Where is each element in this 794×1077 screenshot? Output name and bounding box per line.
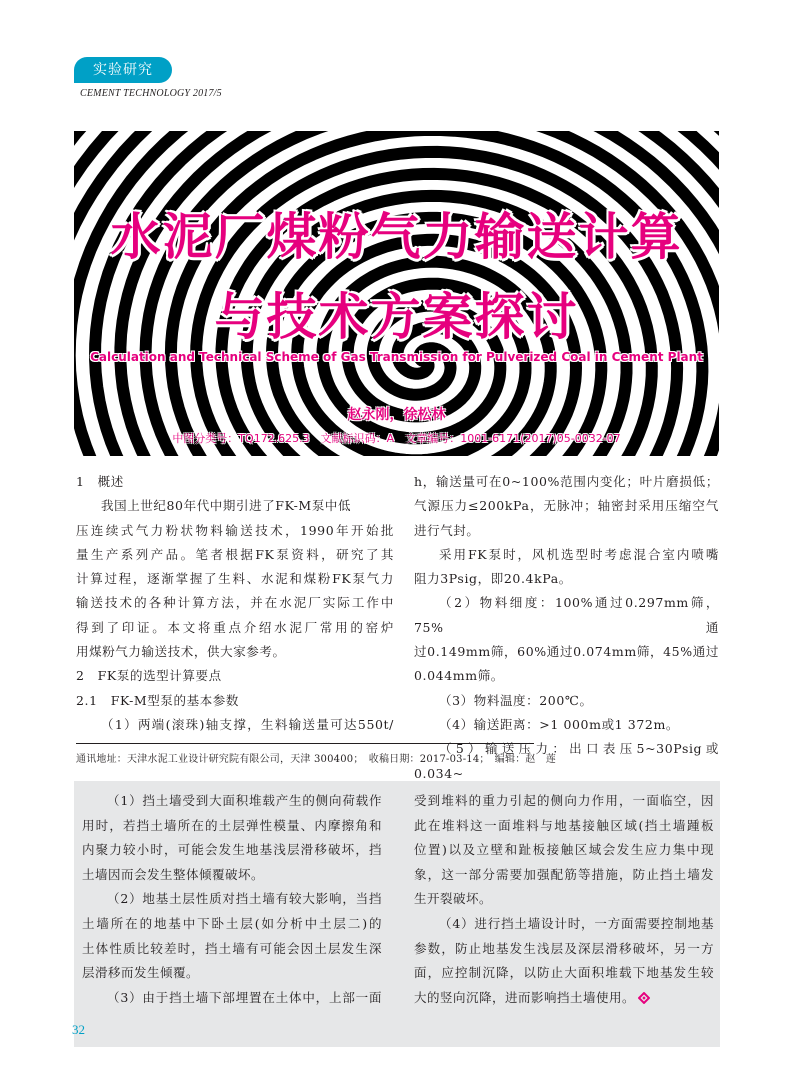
paragraph-line: （1）挡土墙受到大面积堆载产生的侧向荷载作 xyxy=(107,793,382,808)
continued-article-box xyxy=(74,781,720,1047)
paragraph-line: h，输送量可在0~100%范围内变化；叶片磨损低； xyxy=(414,474,719,489)
paragraph-line: （4）输送距离：>1 000m或1 372m。 xyxy=(439,716,680,732)
right-column xyxy=(414,470,719,786)
paragraph-line: 内聚力较小时，可能会发生地基浅层滑移破坏，挡 xyxy=(82,842,382,858)
paragraph-line: 象，这一部分需要加强配筋等措施，防止挡土墙发 xyxy=(414,866,714,882)
paragraph-line: 位置)以及立壁和趾板接触区域会发生应力集中现 xyxy=(414,842,714,858)
paragraph-line: （5）输送压力：出口表压5~30Psig或0.034~ xyxy=(414,741,719,781)
paragraph-line: 此在堆料这一面堆料与地基接触区域(挡土墙踵板 xyxy=(414,817,714,833)
journal-header: CEMENT TECHNOLOGY 2017/5 xyxy=(80,88,222,99)
paragraph-line-last xyxy=(414,986,714,1011)
paragraph-line: 我国上世纪80年代中期引进了FK-M泵中低 xyxy=(101,498,352,514)
authors: 赵永刚，徐松林 xyxy=(347,407,446,423)
paragraph-line: （3）由于挡土墙下部埋置在土体中，上部一面 xyxy=(107,989,382,1005)
paragraph-line: 用煤粉气力输送技术，供大家参考。 xyxy=(76,644,286,660)
paragraph-line: 采用FK泵时，风机选型时考虑混合室内喷嘴 xyxy=(439,546,719,562)
english-title: Calculation and Technical Scheme of Gas Transmission for Pulverized Coal in Cement Plant xyxy=(90,350,703,364)
paragraph-line: 计算过程，逐渐掌握了生料、水泥和煤粉FK泵气力 xyxy=(76,571,394,587)
paragraph-line: 得到了印证。本文将重点介绍水泥厂常用的窑炉 xyxy=(76,619,394,635)
paragraph-line: 土墙所在的地基中下卧土层(如分析中土层二)的 xyxy=(82,915,382,931)
heading-1: 1 概述 xyxy=(76,474,124,489)
paragraph-line: 阻力3Psig，即20.4kPa。 xyxy=(414,571,572,587)
paragraph-line: 层滑移而发生倾覆。 xyxy=(82,965,200,981)
footnote-divider xyxy=(76,743,534,744)
paragraph-line: 用时，若挡土墙所在的土层弹性模量、内摩擦角和 xyxy=(82,817,382,833)
classification-line: 中图分类号：TQ172.625.3 文献标识码：A 文章编号：1001-6171(2017)05-0032-07 xyxy=(172,432,621,445)
box-left-column xyxy=(82,789,382,1010)
footnote: 通讯地址：天津水泥工业设计研究院有限公司，天津 300400； 收稿日期：2017-03-14； 编辑：赵 莲 xyxy=(76,754,557,765)
heading-2: 2 FK泵的选型计算要点 xyxy=(76,668,222,684)
paragraph-line: （2）物料细度：100%通过0.297mm筛，75%通 xyxy=(414,595,719,635)
paragraph-line: 量生产系列产品。笔者根据FK泵资料，研究了其 xyxy=(76,546,394,562)
paragraph-line: 输送技术的各种计算方法，并在水泥厂实际工作中 xyxy=(76,595,394,611)
paragraph-line: 进行气封。 xyxy=(414,522,480,538)
box-right-column xyxy=(414,789,714,1010)
end-of-article-icon xyxy=(638,992,650,1004)
paragraph-line: （3）物料温度：200℃。 xyxy=(439,692,593,708)
left-column xyxy=(76,470,394,737)
last-line-text: 大的竖向沉降，进而影响挡土墙使用。 xyxy=(414,989,636,1005)
paragraph-line: 面，应控制沉降，以防止大面积堆载下地基发生较 xyxy=(414,965,714,981)
paragraph-line: 过0.149mm筛，60%通过0.074mm筛，45%通过 xyxy=(414,644,719,660)
paragraph-line: 土墙因而会发生整体倾覆破坏。 xyxy=(82,866,265,882)
paragraph-line: （2）地基土层性质对挡土墙有较大影响，当挡 xyxy=(107,891,382,907)
paragraph-line: 气源压力≤200kPa，无脉冲；轴密封采用压缩空气 xyxy=(414,498,719,514)
paragraph-line: 压连续式气力粉状物料输送技术，1990年开始批 xyxy=(76,522,394,538)
paragraph-line: （4）进行挡土墙设计时，一方面需要控制地基 xyxy=(439,915,714,931)
heading-2-1: 2.1 FK-M型泵的基本参数 xyxy=(76,692,240,708)
article-title-line1: 水泥厂煤粉气力输送计算 xyxy=(110,208,683,266)
section-tab: 实验研究 xyxy=(74,57,172,83)
paragraph-line: 受到堆料的重力引起的侧向力作用，一面临空，因 xyxy=(414,793,714,808)
title-banner xyxy=(74,131,719,456)
page-number: 32 xyxy=(72,1022,85,1037)
paragraph-line: （1）两端(滚珠)轴支撑，生料输送量可达550t/ xyxy=(101,716,394,732)
paragraph-line: 生开裂破坏。 xyxy=(414,891,493,907)
paragraph-line: 参数，防止地基发生浅层及深层滑移破坏，另一方 xyxy=(414,940,714,956)
paragraph-line: 土体性质比较差时，挡土墙有可能会因土层发生深 xyxy=(82,940,382,956)
paragraph-line: 0.044mm筛。 xyxy=(414,668,504,684)
article-title-line2: 与技术方案探讨 xyxy=(214,288,579,346)
